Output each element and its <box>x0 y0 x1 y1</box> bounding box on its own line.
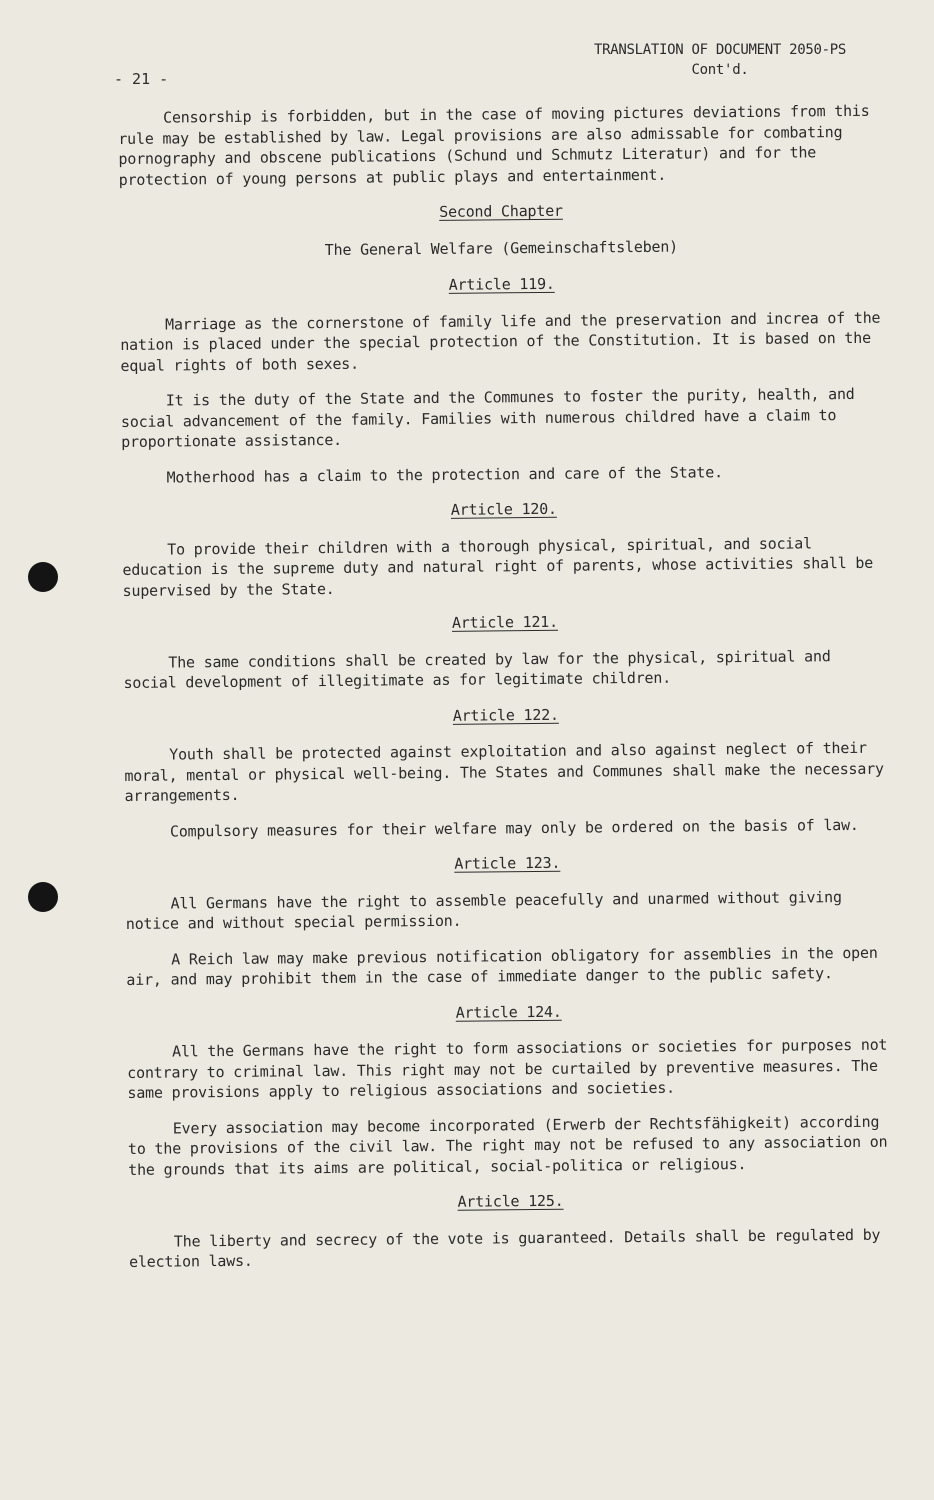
section-heading <box>122 496 886 524</box>
paragraph: The liberty and secrecy of the vote is guaranteed. Details shall be regulated by election laws. <box>128 1225 881 1271</box>
document-body <box>118 101 893 1288</box>
section-heading <box>123 609 887 637</box>
paragraph: Motherhood has a claim to the protection and care of the State. <box>166 462 723 487</box>
paragraph: Every association may become incorporated (Erwerb der Rechtsfähigkeit) according to the provisions of the civil law. The right may not be refused to any association on the grounds that its aims are political, social-politica or religious. <box>127 1112 888 1179</box>
header-title: TRANSLATION OF DOCUMENT 2050-PS <box>594 42 846 58</box>
header-continuation: Cont'd. <box>691 62 749 78</box>
heading-text: The General Welfare (Gemeinschaftsleben) <box>324 237 679 259</box>
section-heading <box>124 701 888 729</box>
section-heading <box>119 198 883 226</box>
paragraph: Censorship is forbidden, but in the case of moving pictures deviations from this rule may be established by law. Legal provisions are also admissable for combating pornography and obscene publications (Schund und Schmutz Literatur) and for the protection of young persons at public plays and entertainment. <box>118 101 870 189</box>
punch-hole <box>28 882 58 912</box>
section-heading <box>125 850 889 878</box>
section-heading <box>128 1188 892 1216</box>
heading-text: Second Chapter <box>439 201 563 221</box>
paragraph: Youth shall be protected against exploitation and also against neglect of their moral, mental or physical well-being. The States and Communes shall make the necessary arrangements. <box>124 738 884 805</box>
heading-text: Article 119. <box>448 274 555 294</box>
page-number: - 21 - <box>114 70 169 88</box>
section-heading <box>119 234 883 262</box>
section-heading <box>120 271 884 299</box>
punch-hole <box>28 562 58 592</box>
document-header <box>560 40 880 80</box>
paragraph: It is the duty of the State and the Communes to foster the purity, health, and social advancement of the family. Families with numerous childred have a claim to proportionate assistance. <box>120 384 855 451</box>
heading-text: Article 123. <box>454 853 561 873</box>
paragraph: Marriage as the cornerstone of family life and the preservation and increa of the nation is placed under the special protection of the Constitution. It is based on the equal rights of both sexes. <box>120 308 881 375</box>
heading-text: Article 120. <box>450 499 557 519</box>
paragraph: All Germans have the right to assemble peacefully and unarmed without giving notice and without special permission. <box>125 887 842 933</box>
paragraph: To provide their children with a thorough physical, spiritual, and social education is the supreme duty and natural right of parents, whose activities shall be supervised by the State. <box>122 533 874 600</box>
paragraph: A Reich law may make previous notification obligatory for assemblies in the open air, and may prohibit them in the case of immediate danger to the public safety. <box>126 943 878 989</box>
heading-text: Article 121. <box>451 612 559 632</box>
paragraph: Compulsory measures for their welfare may only be ordered on the basis of law. <box>169 815 859 841</box>
heading-text: Article 122. <box>452 705 559 725</box>
heading-text: Article 124. <box>455 1002 562 1022</box>
paragraph: The same conditions shall be created by law for the physical, spiritual and social development of illegitimate as for legitimate children. <box>123 646 831 692</box>
paragraph: All the Germans have the right to form associations or societies for purposes not contrary to criminal law. This right may not be curtailed by preventive measures. The same provisions apply to religious associations and societies. <box>127 1035 888 1102</box>
section-heading <box>127 998 891 1026</box>
heading-text: Article 125. <box>457 1191 564 1211</box>
